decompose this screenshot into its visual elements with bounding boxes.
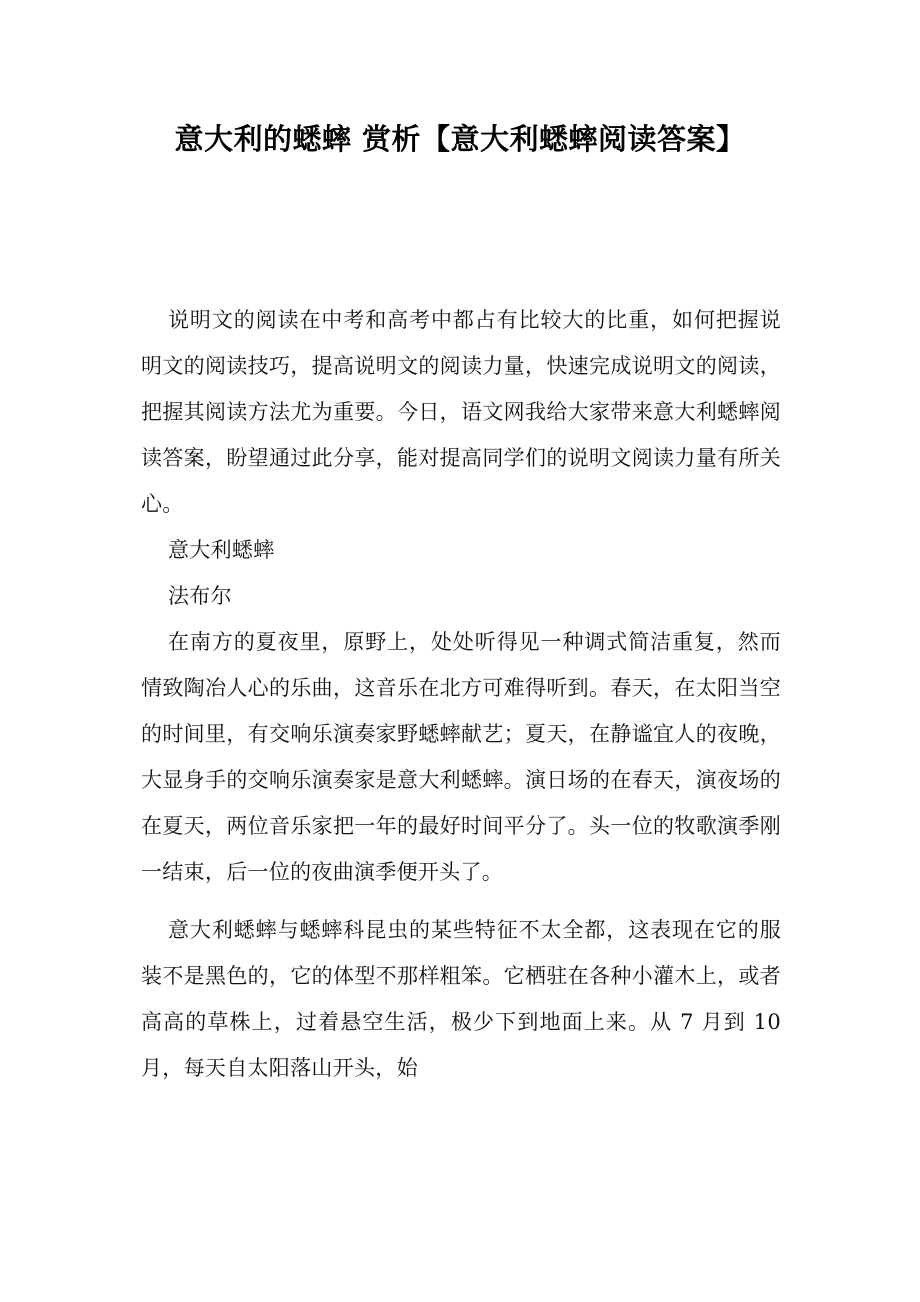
body-paragraph-1: 在南方的夏夜里，原野上，处处听得见一种调式简洁重复，然而情致陶冶人心的乐曲，这音乐在北方可难得听到。春天，在太阳当空的时间里，有交响乐演奏家野蟋蟀献艺；夏天，在静谧宜人的夜晚，大显身手的交响乐演奏家是意大利蟋蟀。演日场的在春天，演夜场的在夏天，两位音乐家把一年的最好时间平分了。头一位的牧歌演季刚一结束，后一位的夜曲演季便开头了。 [141,630,781,884]
document-body [141,297,781,1091]
document-title: 意大利的蟋蟀 赏析【意大利蟋蟀阅读答案】 [174,122,746,156]
intro-paragraph: 说明文的阅读在中考和高考中都占有比较大的比重，如何把握说明文的阅读技巧，提高说明文的阅读力量，快速完成说明文的阅读，把握其阅读方法尤为重要。今日，语文网我给大家带来意大利蟋蟀阅读答案，盼望通过此分享，能对提高同学们的说明文阅读力量有所关心。 [141,308,781,516]
article-author: 法布尔 [168,584,232,608]
body-paragraph-2: 意大利蟋蟀与蟋蟀科昆虫的某些特征不太全都，这表现在它的服装不是黑色的，它的体型不那样粗笨。它栖驻在各种小灌木上，或者高高的草株上，过着悬空生活，极少下到地面上来。从 7 月到 10 月，每天自太阳落山开头，始 [141,918,781,1080]
article-title: 意大利蟋蟀 [168,538,275,562]
